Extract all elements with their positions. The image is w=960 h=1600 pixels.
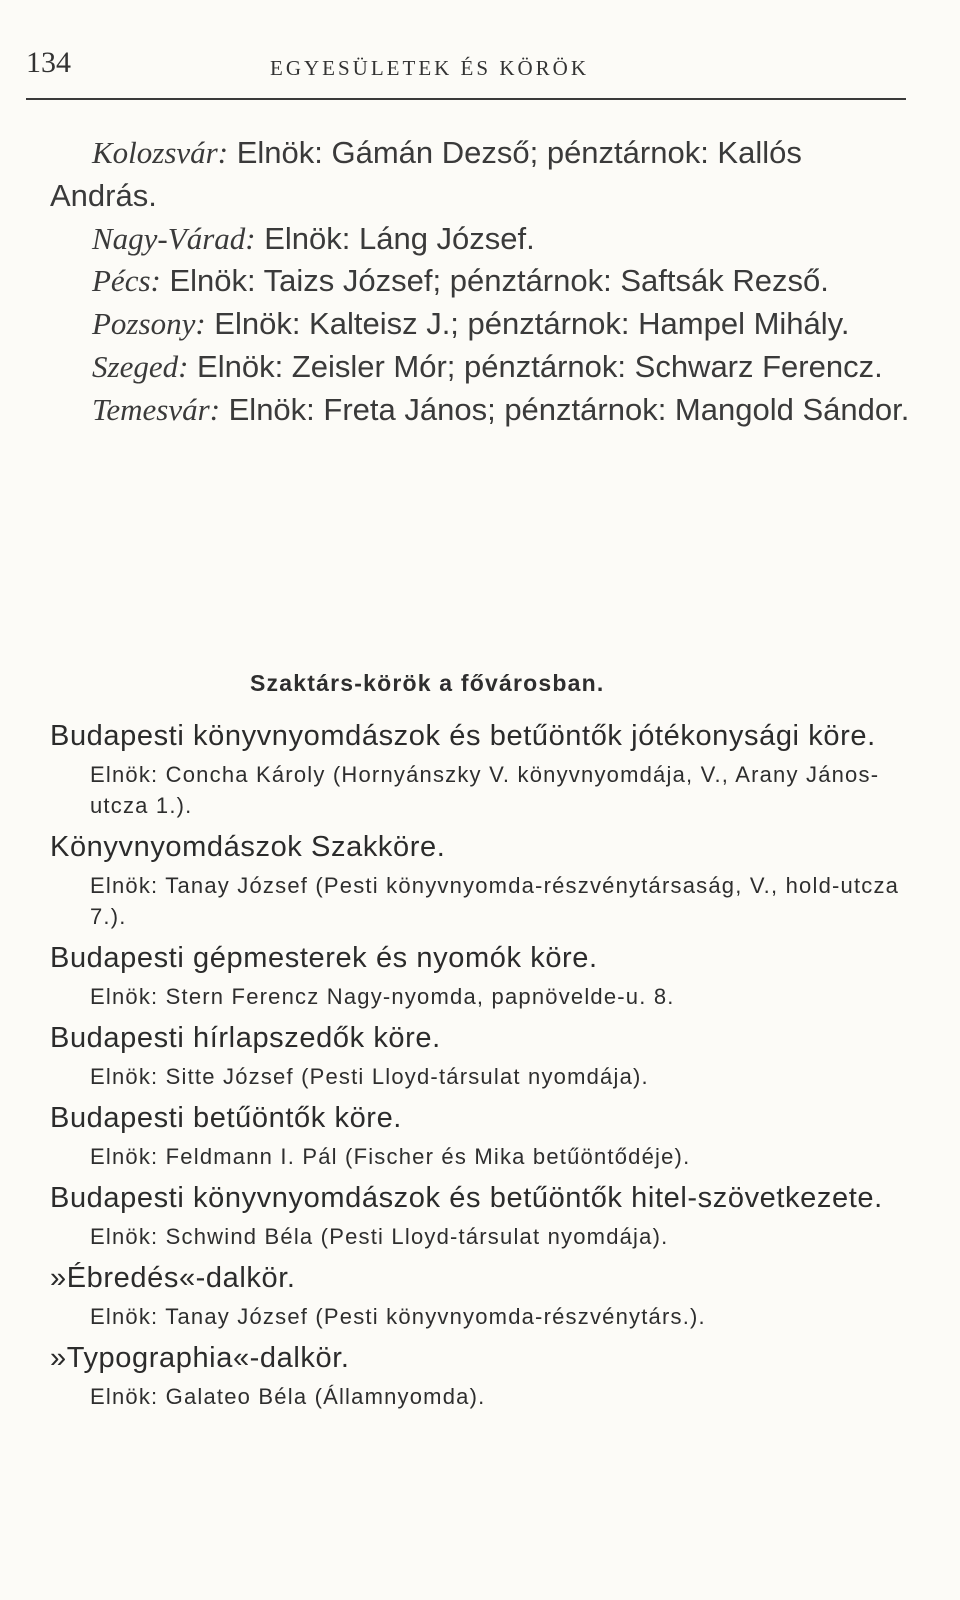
city-entry-pecs: [50, 260, 910, 303]
society-president: Elnök: Tanay József (Pesti könyvnyomda-részvénytársaság, V., hold-utcza 7.).: [90, 873, 900, 929]
running-head: EGYESÜLETEK ÉS KÖRÖK: [270, 56, 589, 80]
city-officers: Elnök: Láng József.: [255, 220, 535, 256]
city-officers: Elnök: Gámán Dezső; pénztárnok: Kallós András.: [50, 135, 802, 213]
city-name: Pozsony:: [92, 306, 206, 342]
city-entry-nagy-varad: [50, 218, 910, 261]
society-president: Elnök: Tanay József (Pesti könyvnyomda-részvénytárs.).: [90, 1304, 706, 1329]
society-president: Elnök: Schwind Béla (Pesti Lloyd-társulat nyomdája).: [90, 1224, 669, 1249]
page-header: [26, 44, 906, 100]
society-name: Budapesti betűöntők köre.: [50, 1102, 402, 1134]
society-president: Elnök: Stern Ferencz Nagy-nyomda, papnövelde-u. 8.: [90, 984, 675, 1009]
society-name: »Ébredés«-dalkör.: [50, 1262, 296, 1294]
society-entry: [50, 1178, 910, 1252]
city-entry-kolozsvar: [50, 132, 910, 218]
city-association-list: [50, 132, 910, 432]
society-name: Budapesti könyvnyomdászok és betűöntők jótékonysági köre.: [50, 720, 876, 752]
city-officers: Elnök: Zeisler Mór; pénztárnok: Schwarz Ferencz.: [188, 348, 883, 384]
city-name: Pécs:: [92, 263, 161, 299]
society-entry: [50, 1258, 910, 1332]
city-name: Kolozsvár:: [92, 135, 229, 170]
city-entry-pozsony: [50, 303, 910, 346]
society-name: Budapesti gépmesterek és nyomók köre.: [50, 942, 598, 974]
society-entry: [50, 938, 910, 1012]
page-number: 134: [26, 46, 71, 79]
society-president: Elnök: Feldmann I. Pál (Fischer és Mika betűöntődéje).: [90, 1144, 691, 1169]
society-name: Budapesti könyvnyomdászok és betűöntők hitel-szövetkezete.: [50, 1182, 883, 1214]
section-title: Szaktárs-körök a fővárosban.: [250, 670, 605, 696]
city-officers: Elnök: Freta János; pénztárnok: Mangold Sándor.: [220, 391, 910, 427]
society-president: Elnök: Sitte József (Pesti Lloyd-társulat nyomdája).: [90, 1064, 649, 1089]
city-name: Szeged:: [92, 348, 189, 384]
society-president: Elnök: Concha Károly (Hornyánszky V. könyvnyomdája, V., Arany János-utcza 1.).: [90, 762, 880, 818]
society-president: Elnök: Galateo Béla (Államnyomda).: [90, 1384, 486, 1409]
society-name: »Typographia«-dalkör.: [50, 1342, 350, 1374]
society-entry: [50, 827, 910, 932]
society-entry: [50, 716, 910, 821]
city-name: Temesvár:: [92, 391, 221, 427]
society-entry: [50, 1018, 910, 1092]
city-officers: Elnök: Kalteisz J.; pénztárnok: Hampel Mihály.: [205, 306, 850, 342]
society-entry: [50, 1098, 910, 1172]
city-entry-szeged: [50, 346, 910, 389]
society-name: Könyvnyomdászok Szakköre.: [50, 831, 446, 863]
society-list: [50, 716, 910, 1418]
city-officers: Elnök: Taizs József; pénztárnok: Saftsák Rezső.: [160, 263, 829, 299]
society-entry: [50, 1338, 910, 1412]
city-entry-temesvar: [50, 389, 910, 432]
city-name: Nagy-Várad:: [92, 220, 256, 256]
society-name: Budapesti hírlapszedők köre.: [50, 1022, 441, 1054]
